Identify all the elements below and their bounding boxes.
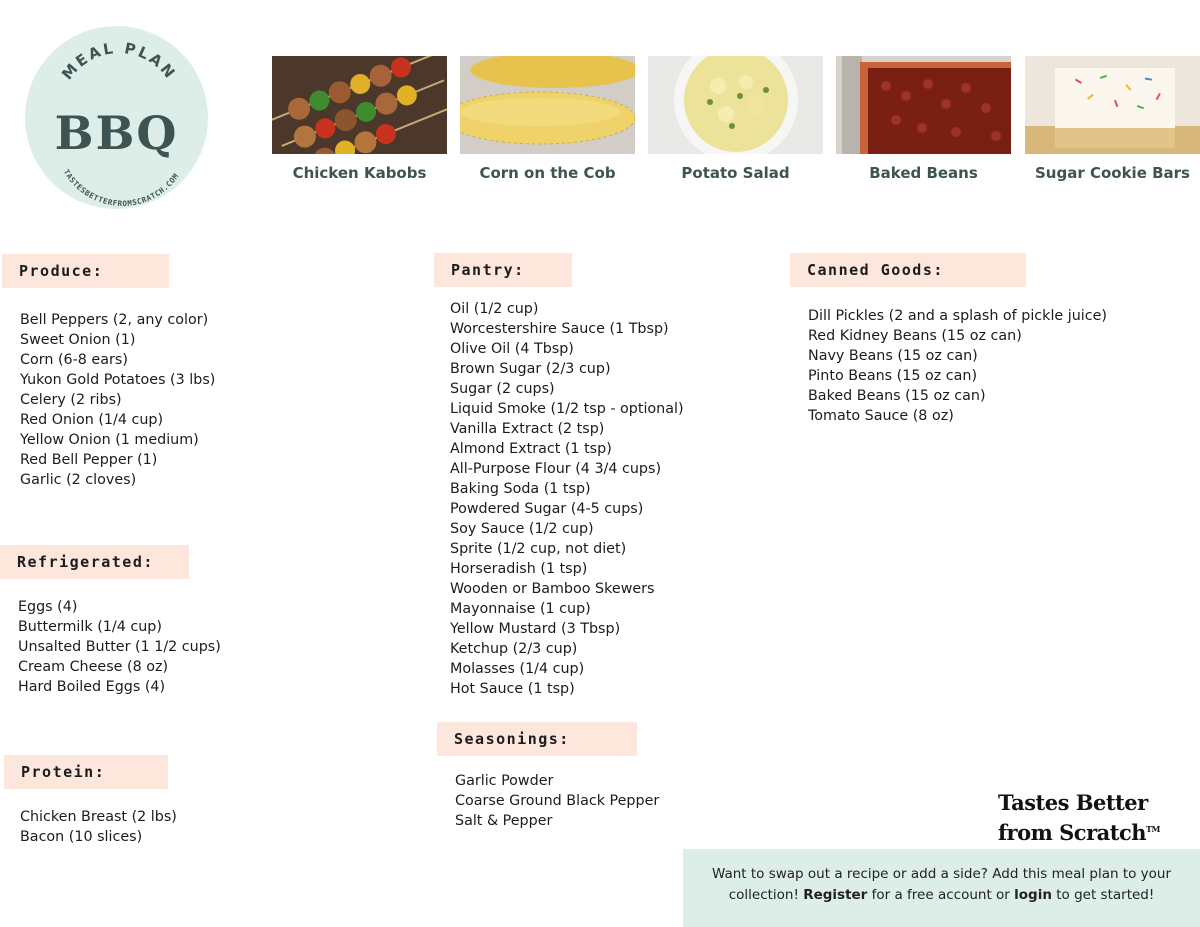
list-item: Mayonnaise (1 cup) — [450, 601, 591, 617]
list-item: Wooden or Bamboo Skewers — [450, 581, 655, 597]
recipe-card-corn-on-the-cob[interactable] — [460, 56, 635, 182]
protein-header: Protein: — [4, 755, 168, 789]
list-item: Garlic Powder — [455, 773, 554, 789]
produce-list — [20, 310, 215, 490]
register-link[interactable]: Register — [803, 887, 868, 903]
tastes-better-from-scratch-logo — [998, 790, 1188, 846]
brand-line-1: Tastes Better — [998, 790, 1148, 815]
badge-title: BBQ — [54, 106, 179, 160]
canned-goods-header: Canned Goods: — [790, 253, 1026, 287]
recipe-card-sugar-cookie-bars[interactable] — [1025, 56, 1200, 182]
list-item: Buttermilk (1/4 cup) — [18, 619, 162, 635]
list-item: Almond Extract (1 tsp) — [450, 441, 612, 457]
list-item: Worcestershire Sauce (1 Tbsp) — [450, 321, 669, 337]
meal-plan-badge — [25, 26, 208, 209]
list-item: Vanilla Extract (2 tsp) — [450, 421, 605, 437]
refrigerated-header: Refrigerated: — [0, 545, 189, 579]
brand-line-2: from Scratch — [998, 820, 1147, 845]
list-item: Powdered Sugar (4-5 cups) — [450, 501, 644, 517]
recipe-card-chicken-kabobs[interactable] — [272, 56, 447, 182]
list-item: Horseradish (1 tsp) — [450, 561, 588, 577]
list-item: All-Purpose Flour (4 3/4 cups) — [450, 461, 662, 477]
list-item: Eggs (4) — [18, 599, 78, 615]
list-item: Brown Sugar (2/3 cup) — [450, 361, 611, 377]
svg-text:TASTESBETTERFROMSCRATCH.COM — [62, 168, 181, 208]
produce-header: Produce: — [2, 254, 169, 288]
list-item: Sweet Onion (1) — [20, 332, 136, 348]
list-item: Coarse Ground Black Pepper — [455, 793, 660, 809]
badge-top-text: MEAL PLAN — [58, 39, 180, 84]
list-item: Baking Soda (1 tsp) — [450, 481, 591, 497]
badge-url-text: TASTESBETTERFROMSCRATCH.COM — [61, 167, 181, 209]
list-item: Sugar (2 cups) — [450, 381, 555, 397]
list-item: Olive Oil (4 Tbsp) — [450, 341, 574, 357]
chicken-kabobs-image — [272, 56, 447, 154]
cta-line-1: Want to swap out a recipe or add a side? Add this meal plan to your — [711, 866, 1172, 882]
list-item: Dill Pickles (2 and a splash of pickle juice) — [808, 308, 1107, 324]
login-link[interactable]: login — [1014, 887, 1052, 903]
list-item: Hard Boiled Eggs (4) — [18, 679, 166, 695]
list-item: Liquid Smoke (1/2 tsp - optional) — [450, 401, 684, 417]
recipe-card-baked-beans[interactable] — [836, 56, 1011, 182]
refrigerated-list — [18, 597, 221, 697]
list-item: Tomato Sauce (8 oz) — [808, 408, 954, 424]
recipe-name: Corn on the Cob — [479, 164, 616, 182]
corn-on-the-cob-image — [460, 56, 635, 154]
list-item: Ketchup (2/3 cup) — [450, 641, 578, 657]
list-item: Baked Beans (15 oz can) — [808, 388, 986, 404]
svg-text:MEAL PLAN — [58, 39, 180, 83]
list-item: Red Onion (1/4 cup) — [20, 412, 164, 428]
potato-salad-image — [648, 56, 823, 154]
protein-list — [20, 807, 177, 847]
recipe-name: Baked Beans — [869, 164, 978, 182]
list-item: Bacon (10 slices) — [20, 829, 143, 845]
recipe-name: Sugar Cookie Bars — [1035, 164, 1190, 182]
sugar-cookie-bars-image — [1025, 56, 1200, 154]
list-item: Sprite (1/2 cup, not diet) — [450, 541, 627, 557]
list-item: Oil (1/2 cup) — [450, 301, 539, 317]
list-item: Pinto Beans (15 oz can) — [808, 368, 978, 384]
recipe-card-potato-salad[interactable] — [648, 56, 823, 182]
list-item: Corn (6-8 ears) — [20, 352, 128, 368]
list-item: Yellow Onion (1 medium) — [20, 432, 199, 448]
list-item: Chicken Breast (2 lbs) — [20, 809, 177, 825]
baked-beans-image — [836, 56, 1011, 154]
list-item: Salt & Pepper — [455, 813, 553, 829]
cta-text: collection! — [728, 887, 804, 903]
recipe-name: Chicken Kabobs — [292, 164, 427, 182]
list-item: Unsalted Butter (1 1/2 cups) — [18, 639, 221, 655]
trademark-mark: TM — [1146, 824, 1160, 834]
list-item: Cream Cheese (8 oz) — [18, 659, 169, 675]
cta-text: for a free account or — [867, 887, 1015, 903]
list-item: Garlic (2 cloves) — [20, 472, 137, 488]
list-item: Molasses (1/4 cup) — [450, 661, 585, 677]
recipe-name: Potato Salad — [681, 164, 790, 182]
canned-goods-list — [808, 306, 1107, 426]
list-item: Yellow Mustard (3 Tbsp) — [450, 621, 621, 637]
seasonings-header: Seasonings: — [437, 722, 637, 756]
cta-text: to get started! — [1051, 887, 1155, 903]
list-item: Yukon Gold Potatoes (3 lbs) — [20, 372, 216, 388]
list-item: Soy Sauce (1/2 cup) — [450, 521, 594, 537]
call-to-action-box — [683, 849, 1200, 927]
list-item: Red Kidney Beans (15 oz can) — [808, 328, 1022, 344]
pantry-list — [450, 299, 684, 699]
seasonings-list — [455, 771, 659, 831]
list-item: Celery (2 ribs) — [20, 392, 122, 408]
cta-line-2 — [683, 885, 1200, 906]
list-item: Bell Peppers (2, any color) — [20, 312, 209, 328]
pantry-header: Pantry: — [434, 253, 572, 287]
list-item: Navy Beans (15 oz can) — [808, 348, 978, 364]
list-item: Red Bell Pepper (1) — [20, 452, 158, 468]
list-item: Hot Sauce (1 tsp) — [450, 681, 575, 697]
